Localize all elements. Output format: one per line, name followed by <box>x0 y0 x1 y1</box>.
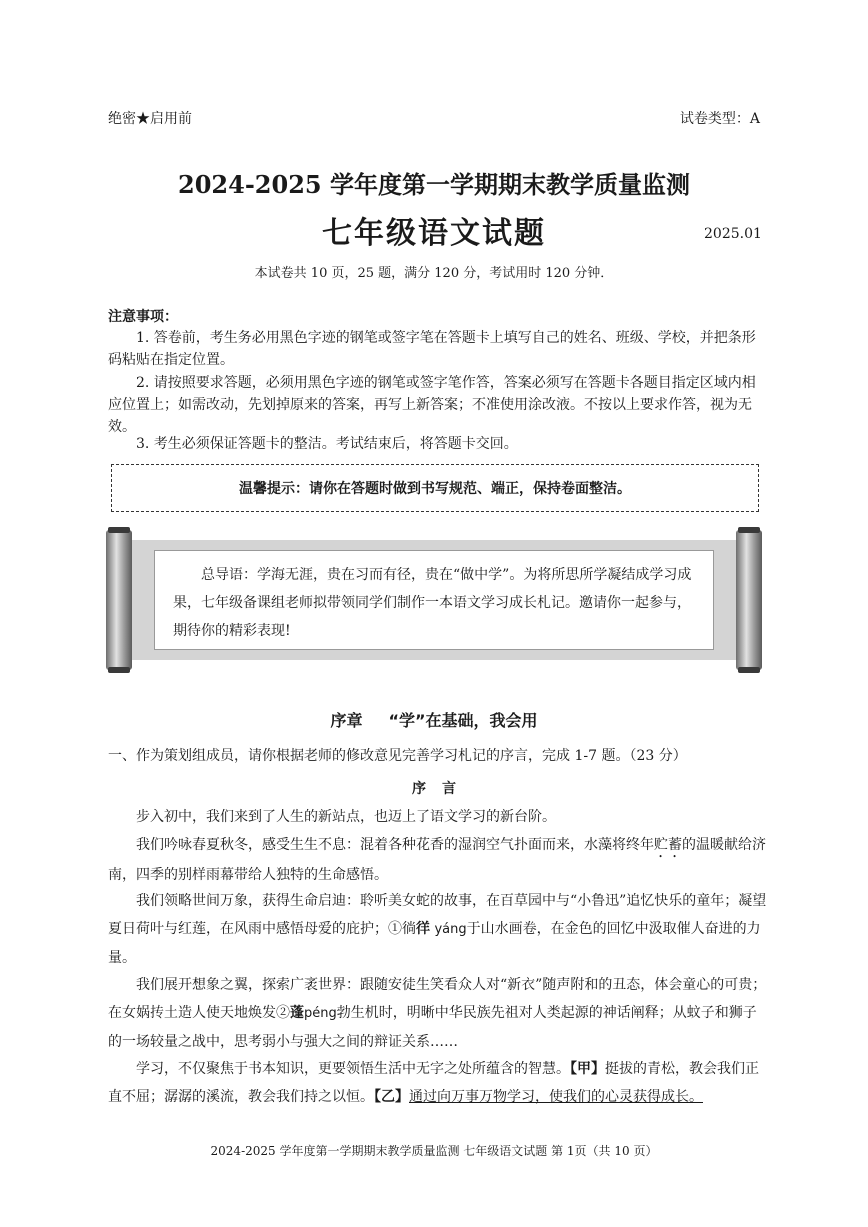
page-footer: 2024-2025 学年度第一学期期末教学质量监测 七年级语文试题 第 1页（共 10 页） <box>210 1144 658 1158</box>
paragraph-text: 我们领略世间万象，获得生命启迪：聆听美女蛇的故事，在百草园中与“小鲁迅”追忆快乐的童年；凝望夏日荷叶与红莲，在风雨中感悟母爱的庇护；①徜 <box>108 893 767 937</box>
blank-char: 徉 <box>416 921 430 937</box>
dotted-word: 贮蓄 <box>654 837 682 853</box>
chapter-prefix: 序章 <box>330 711 363 730</box>
chapter-name: “学”在基础，我会用 <box>388 711 538 730</box>
preface-title: 序言 <box>412 781 472 797</box>
guide-text: 学海无涯，贵在习而有径，贵在“做中学”。为将所思所学凝结成学习成果，七年级备课组老师拟带领同学们制作一本语文学习成长札记。邀请你一起参与，期待你的精彩表现! <box>173 567 692 639</box>
paragraph-text: 于山水画卷，在金色的回忆中汲取催人奋进的力量。 <box>108 921 761 966</box>
scroll-rod-right <box>736 530 762 670</box>
paragraph-text: 勃生机时，明晰中华民族先祖对人类起源的神话阐释；从蚊子和狮子的一场较量之战中，思考弱小与强大之间的辩证关系…… <box>108 1005 757 1050</box>
underlined-sentence: 通过向万事万物学习，使我们的心灵获得成长。 <box>409 1089 703 1105</box>
exam-info: 本试卷共 10 页，25 题，满分 120 分，考试用时 120 分钟． <box>254 266 614 281</box>
paper-type-label: 试卷类型：A <box>679 111 760 127</box>
preface-paragraph: 步入初中，我们来到了人生的新站点，也迈上了语文学习的新台阶。 <box>136 809 556 825</box>
exam-date: 2025.01 <box>704 226 762 242</box>
reminder-text: 温馨提示：请你在答题时做到书写规范、端正，保持卷面整洁。 <box>239 481 631 497</box>
guide-text-box <box>154 550 714 650</box>
marker-yi: 【乙】 <box>374 1089 409 1105</box>
scroll-paper <box>132 540 736 660</box>
exam-title: 2024-2025 学年度第一学期期末教学质量监测 <box>178 170 690 199</box>
paragraph-text: 挺拔的青松，教会我们正直不屈；潺潺的溪流，教会我们持之以恒。 <box>108 1061 759 1105</box>
paragraph-text: 我们吟咏春夏秋冬，感受生生不息：混着各种花香的湿润空气扑面而来，水藻将终年 <box>136 837 654 853</box>
notice-item: 1. 答卷前，考生务必用黑色字迹的钢笔或签字笔在答题卡上填写自己的姓名、班级、学校，并把条形码粘贴在指定位置。 <box>108 330 756 368</box>
chapter-title <box>0 708 868 731</box>
marker-jia: 【甲】 <box>570 1061 605 1077</box>
guide-scroll <box>106 530 762 670</box>
scroll-rod-left <box>106 530 132 670</box>
paragraph-text: 我们展开想象之翼，探索广袤世界：跟随安徒生笑看众人对“新衣”随声附和的丑态，体会童心的可贵；在女娲抟土造人使天地焕发② <box>108 977 767 1021</box>
exam-subtitle: 七年级语文试题 <box>322 216 546 251</box>
preface-paragraph <box>108 887 768 972</box>
reminder-box <box>111 464 759 512</box>
confidential-label: 绝密★启用前 <box>108 111 192 127</box>
pinyin-annotation: yáng <box>434 922 467 937</box>
notice-title: 注意事项： <box>108 309 178 325</box>
paragraph-text: 的温暖献给济南，四季的别样雨幕带给人独特的生命感悟。 <box>108 837 766 883</box>
preface-paragraph <box>108 1055 768 1111</box>
preface-paragraph <box>108 831 768 889</box>
guide-label: 总导语： <box>201 567 257 583</box>
paragraph-text: 学习，不仅聚焦于书本知识，更要领悟生活中无字之处所蕴含的智慧。 <box>136 1061 570 1077</box>
notice-item: 2. 请按照要求答题，必须用黑色字迹的钢笔或签字笔作答，答案必须写在答题卡各题目指定区域内相应位置上；如需改动，先划掉原来的答案，再写上新答案；不准使用涂改液。不按以上要求作答，视为无效。 <box>108 375 756 435</box>
notice-item: 3. 考生必须保证答题卡的整洁。考试结束后，将答题卡交回。 <box>136 436 518 452</box>
question-heading: 一、作为策划组成员，请你根据老师的修改意见完善学习札记的序言，完成 1-7 题。（23 分） <box>108 748 687 764</box>
pinyin-annotation: péng <box>304 1006 337 1021</box>
blank-char: 蓬 <box>290 1005 304 1021</box>
preface-paragraph <box>108 971 768 1056</box>
